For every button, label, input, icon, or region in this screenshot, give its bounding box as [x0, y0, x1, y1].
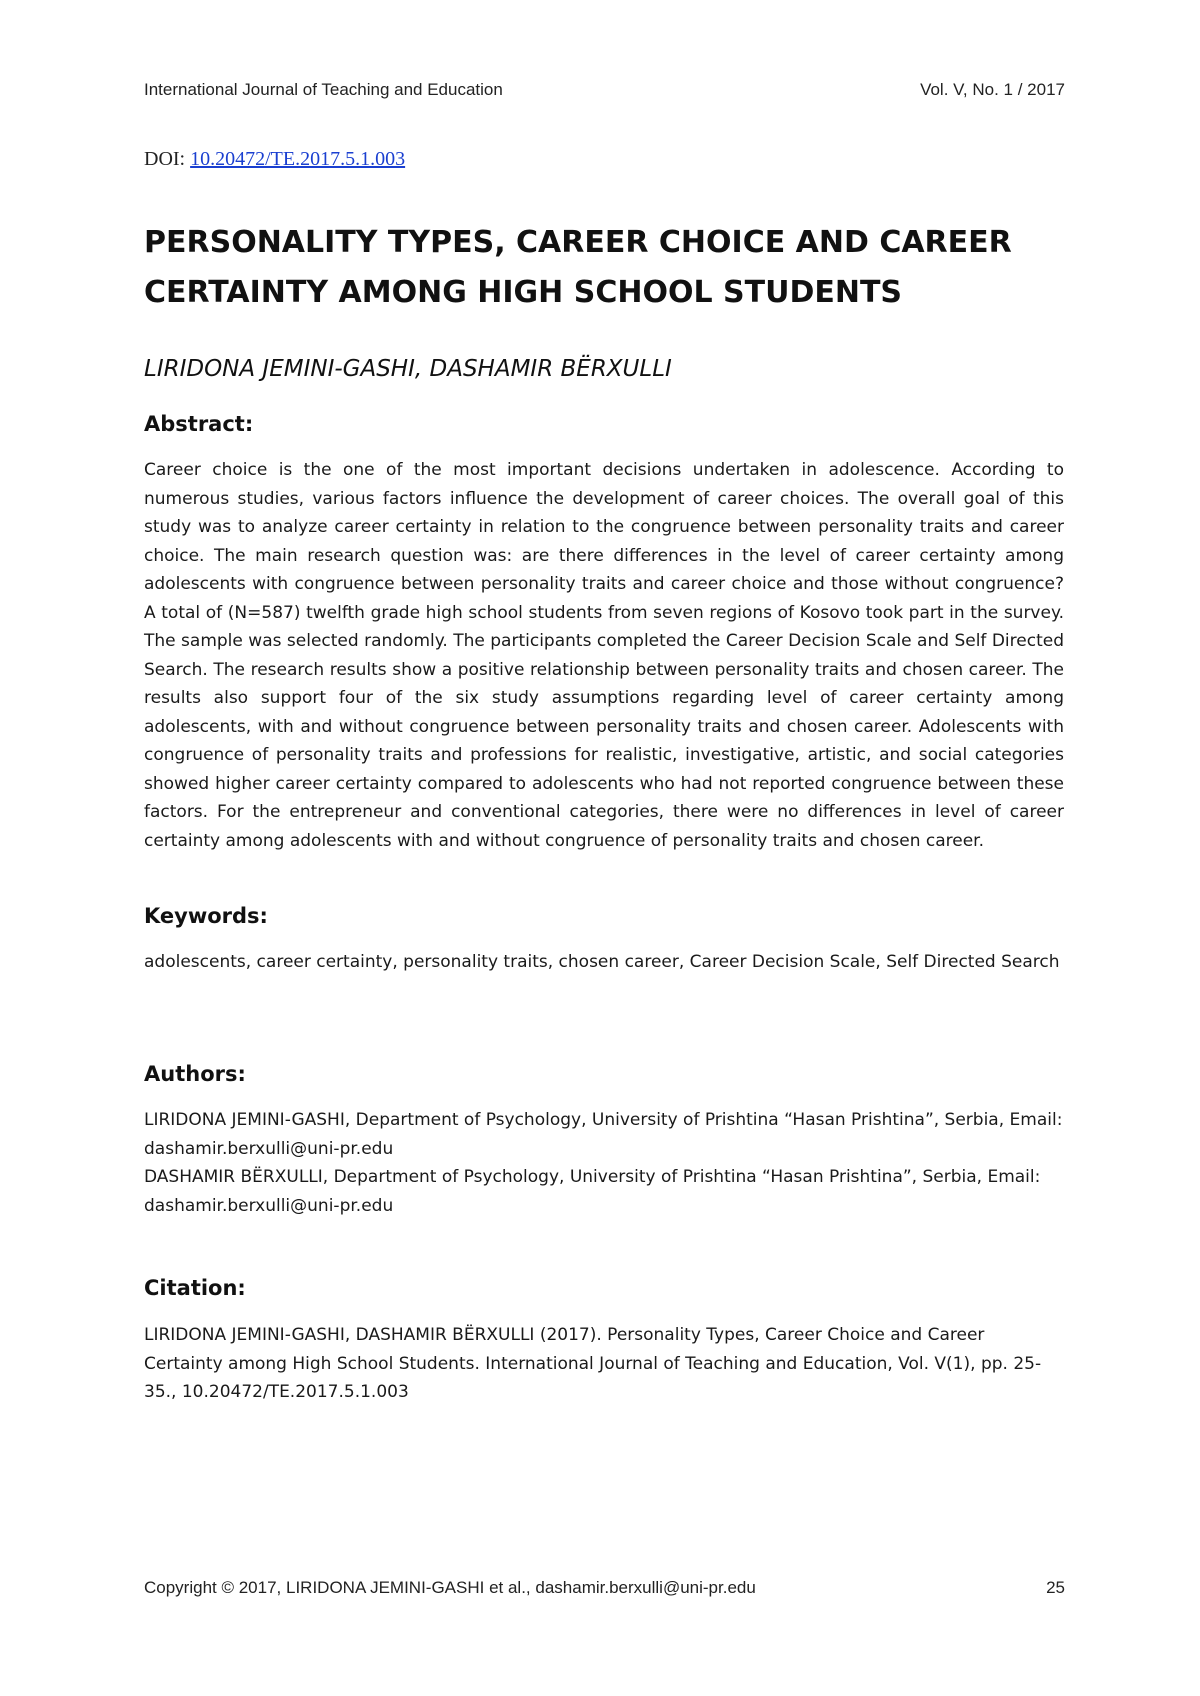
citation-heading: Citation:	[144, 1276, 246, 1300]
abstract-heading: Abstract:	[144, 412, 254, 436]
citation-heading-block	[144, 1276, 1064, 1300]
citation-body-block	[144, 1321, 1064, 1407]
authors-heading-block	[144, 1062, 1064, 1086]
author-affiliation-1: LIRIDONA JEMINI-GASHI, Department of Psychology, University of Prishtina “Hasan Prishtina”, Serbia, Email: dashamir.berxulli@uni-pr.edu	[144, 1110, 1063, 1159]
keywords-heading-block	[144, 904, 1064, 928]
keywords-heading: Keywords:	[144, 904, 268, 928]
author-line: LIRIDONA JEMINI-GASHI, DASHAMIR BËRXULLI	[144, 356, 672, 382]
volume-issue: Vol. V, No. 1 / 2017	[920, 80, 1065, 99]
citation-text: LIRIDONA JEMINI-GASHI, DASHAMIR BËRXULLI (2017). Personality Types, Career Choice and Career Certainty among High School Students. International Journal of Teaching and Education, Vol. V(1), pp. 25-35., 10.20472/TE.2017.5.1.003	[144, 1325, 1042, 1402]
journal-name: International Journal of Teaching and Education	[144, 80, 503, 99]
keywords-body-block	[144, 948, 1064, 977]
keywords-text: adolescents, career certainty, personality traits, chosen career, Career Decision Scale, Self Directed Search	[144, 952, 1060, 972]
authors-body-block	[144, 1106, 1064, 1220]
doi-label: DOI:	[144, 148, 191, 170]
abstract-heading-block	[144, 412, 1064, 436]
doi-line	[144, 148, 405, 171]
doi-link[interactable]: 10.20472/TE.2017.5.1.003	[190, 148, 406, 170]
running-footer	[144, 1578, 1065, 1602]
running-header	[144, 80, 1065, 104]
abstract-text: Career choice is the one of the most important decisions undertaken in adolescence. According to numerous studies, various factors influence the development of career choices. The overall goal of this study was to analyze career certainty in relation to the congruence between personality traits and career choice. The main research question was: are there differences in the level of career certainty among adolescents with congruence between personality traits and career choice and those without congruence? A total of (N=587) twelfth grade high school students from seven regions of Kosovo took part in the survey. The sample was selected randomly. The participants completed the Career Decision Scale and Self Directed Search. The research results show a positive relationship between personality traits and chosen career. The results also support four of the six study assumptions regarding level of career certainty among adolescents, with and without congruence between personality traits and chosen career. Adolescents with congruence of personality traits and professions for realistic, investigative, artistic, and social categories showed higher career certainty compared to adolescents who had not reported congruence between these factors. For the entrepreneur and conventional categories, there were no differences in level of career certainty among adolescents with and without congruence of personality traits and chosen career.	[144, 460, 1064, 851]
page-number: 25	[1046, 1578, 1065, 1597]
copyright-notice: Copyright © 2017, LIRIDONA JEMINI-GASHI et al., dashamir.berxulli@uni-pr.edu	[144, 1578, 756, 1597]
paper-title: PERSONALITY TYPES, CAREER CHOICE AND CAREER CERTAINTY AMONG HIGH SCHOOL STUDENTS	[144, 225, 1012, 310]
author-affiliation-2: DASHAMIR BËRXULLI, Department of Psychology, University of Prishtina “Hasan Prishtina”, Serbia, Email: dashamir.berxulli@uni-pr.edu	[144, 1167, 1041, 1216]
authors-heading: Authors:	[144, 1062, 246, 1086]
abstract-body-block	[144, 456, 1064, 855]
